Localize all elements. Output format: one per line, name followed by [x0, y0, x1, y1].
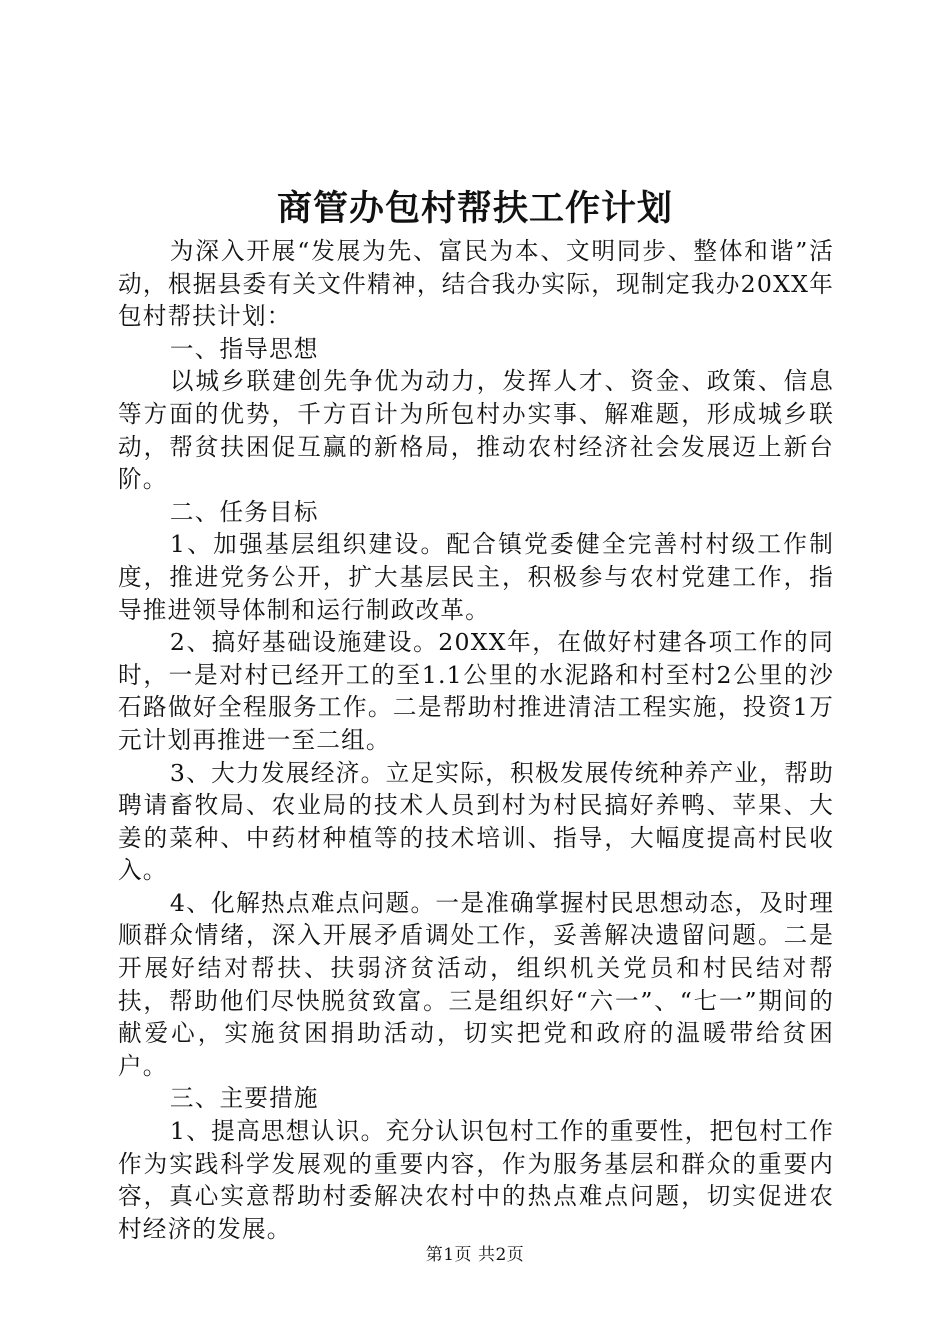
document-body [118, 235, 834, 1245]
goal-item-1: 1、加强基层组织建设。配合镇党委健全完善村村级工作制度，推进党务公开，扩大基层民主，积极参与农村党建工作，指导推进领导体制和运行制政改革。 [118, 530, 834, 624]
document-title: 商管办包村帮扶工作计划 [276, 189, 673, 229]
goal-item-4: 4、化解热点难点问题。一是准确掌握村民思想动态，及时理顺群众情绪，深入开展矛盾调处工作，妥善解决遗留问题。二是开展好结对帮扶、扶弱济贫活动，组织机关党员和村民结对帮扶，帮助他们尽快脱贫致富。三是组织好“六一”、“七一”期间的献爱心，实施贫困捐助活动，切实把党和政府的温暖带给贫困户。 [118, 888, 834, 1080]
intro-paragraph: 为深入开展“发展为先、富民为本、文明同步、整体和谐”活动，根据县委有关文件精神，结合我办实际，现制定我办20XX年包村帮扶计划： [118, 237, 834, 331]
page-number-footer: 第1页 共2页 [425, 1245, 525, 1265]
goal-item-2: 2、搞好基础设施建设。20XX年，在做好村建各项工作的同时，一是对村已经开工的至1.1公里的水泥路和村至村2公里的沙石路做好全程服务工作。二是帮助村推进清洁工程实施，投资1万元计划再推进一至二组。 [118, 628, 834, 754]
section-heading-measures: 三、主要措施 [169, 1084, 319, 1113]
section-heading-guiding-thought: 一、指导思想 [169, 334, 319, 363]
guiding-thought-paragraph: 以城乡联建创先争优为动力，发挥人才、资金、政策、信息等方面的优势，千方百计为所包村办实事、解难题，形成城乡联动，帮贫扶困促互赢的新格局，推动农村经济社会发展迈上新台阶。 [118, 367, 834, 494]
goal-item-3: 3、大力发展经济。立足实际，积极发展传统种养产业，帮助聘请畜牧局、农业局的技术人员到村为村民搞好养鸭、苹果、大姜的菜种、中药材种植等的技术培训、指导，大幅度提高村民收入。 [118, 758, 834, 885]
section-heading-goals: 二、任务目标 [169, 497, 319, 526]
measure-item-1: 1、提高思想认识。充分认识包村工作的重要性，把包村工作作为实践科学发展观的重要内容，作为服务基层和群众的重要内容，真心实意帮助村委解决农村中的热点难点问题，切实促进农村经济的发展。 [118, 1117, 834, 1243]
